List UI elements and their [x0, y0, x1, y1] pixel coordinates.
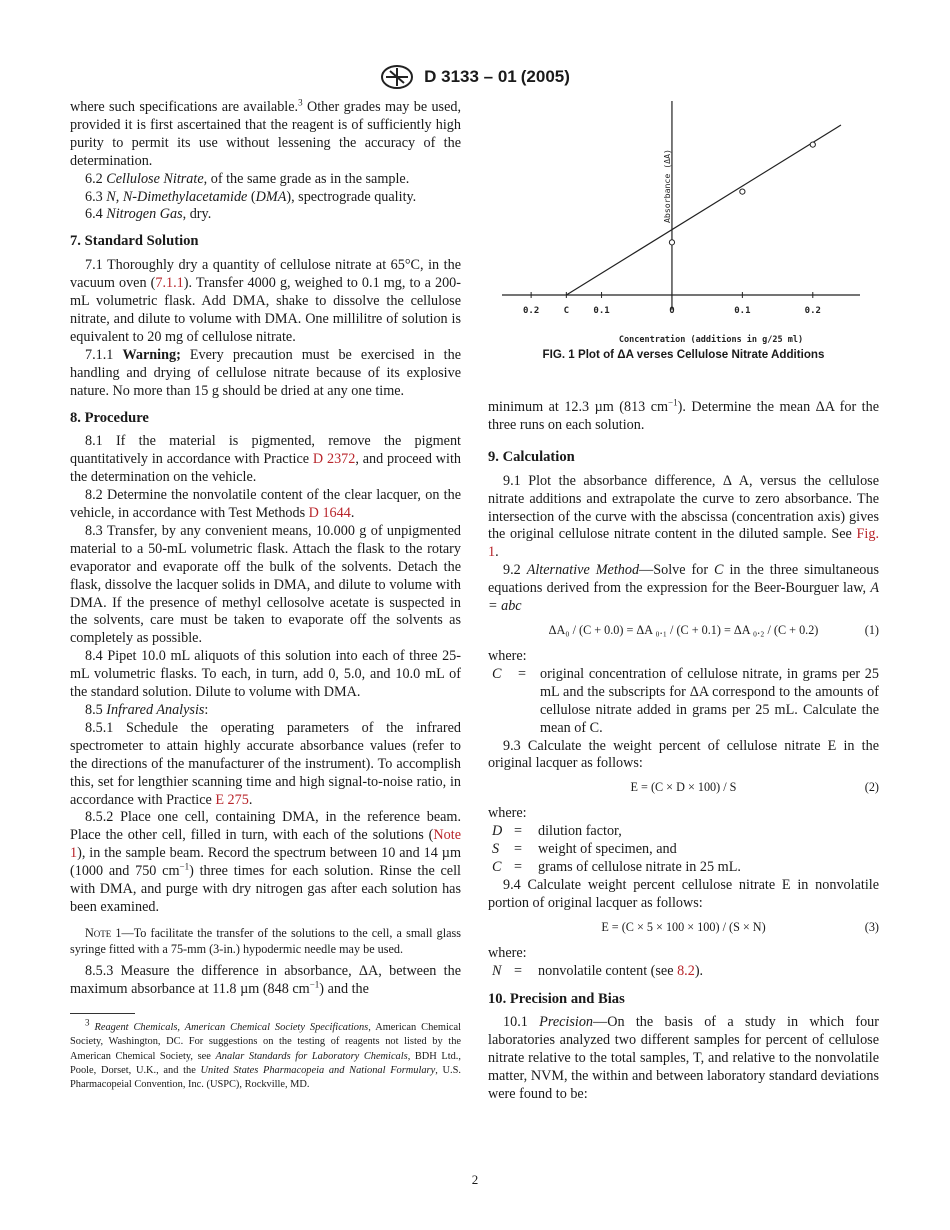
para-9-1: 9.1 Plot the absorbance difference, Δ A, versus the cellulose nitrate additions and extrapolate the curve to zero absorbance. The intersection of the curve with the abscissa (concentration axis) gives the original cellulose nitrate content in the diluted sample. See Fig. 1. [488, 472, 879, 561]
standard-designation: D 3133 – 01 [424, 67, 517, 86]
definition-item: S = weight of specimen, and [492, 841, 677, 858]
chart-tick-label: 0 [669, 306, 675, 316]
para-9-3: 9.3 Calculate the weight percent of cellulose nitrate E in the original lacquer as follows: [488, 737, 879, 772]
link-d-2372[interactable]: D 2372 [312, 451, 356, 468]
item-6-2: 6.2 Cellulose Nitrate, of the same grade as in the sample. [85, 170, 410, 187]
equation-1-number: (1) [864, 622, 879, 637]
section-7-title: 7. Standard Solution [70, 233, 199, 250]
para-8-5: 8.5 Infrared Analysis: [85, 702, 209, 718]
footnote-3: $^3$ Reagent Chemicals, American Chemical Society Specifications, American Chemical Society, Washington, DC. For suggestions on the testing of reagents not listed by the American Chemical Society, see Analar Standards for Laboratory Chemicals, BDH Ltd., Poole, Dorset, U.K., and the United States Pharmacopeia and National Formulary, U.S. Pharmacopeial Convention, Inc. (USPC), Rockville, MD. [70, 1017, 461, 1091]
where-label-3: where: [488, 944, 527, 961]
equation-3-number: (3) [864, 919, 879, 934]
para-8-2: 8.2 Determine the nonvolatile content of the clear lacquer, on the vehicle, in accordance with Test Methods D 1644. [70, 487, 461, 522]
chart-tick-label: C [563, 306, 570, 316]
section-10-title: 10. Precision and Bias [488, 990, 625, 1007]
link-d-1644[interactable]: D 1644 [308, 505, 351, 522]
para-9-4: 9.4 Calculate weight percent cellulose nitrate E in nonvolatile portion of original lacquer as follows: [488, 876, 879, 911]
para-8-5-1: 8.5.1 Schedule the operating parameters of the infrared spectrometer to attain highly accurate absorbance values (refer to the directions of the manufacturer of the instrument). To accomplish this, set for lengthier scanning time and high signal-to-noise ratio, in accordance with Practice E 275. [70, 719, 461, 808]
chart-data-point [740, 189, 745, 194]
page-number: 2 [471, 1172, 479, 1187]
astm-logo-icon [380, 64, 414, 90]
para-10-1: 10.1 Precision—On the basis of a study in which four laboratories analyzed two different samples for percent of cellulose nitrate relative to the total samples, T, and relative to the nonvolatile matter, NVM, the within and between laboratory standard deviations were found to be: [488, 1014, 879, 1103]
paragraph-8-5-3-continued: minimum at 12.3 µm (813 $cm^{-1}$). Determine the mean ΔA for the three runs on each solution. [488, 397, 879, 433]
right-column [488, 399, 879, 1104]
link-e-275[interactable]: E 275 [215, 791, 249, 808]
para-8-3: 8.3 Transfer, by any convenient means, 10.000 g of unpigmented material to a 50-mL volumetric flask. Attach the flask to the rotary evaporator and evaporate off the bulk of the solvents. Detach the flask, dissolve the lacquer solids in DMA, and dilute to volume with DMA. If the presence of methyl cellosolve acetate is suspected in the solvents, care must be taken to evaporate off the solvents as completely as possible. [70, 522, 461, 647]
item-6-4: 6.4 Nitrogen Gas, dry. [85, 206, 212, 223]
definition-item: D = dilution factor, [492, 823, 622, 840]
standard-year: (2005) [520, 67, 570, 86]
definition-n: N = nonvolatile content (see 8.2). [492, 962, 704, 979]
chart-tick-label: 0.1 [734, 306, 751, 316]
section-8-title: 8. Procedure [70, 409, 149, 426]
link-7-1-1[interactable]: 7.1.1 [155, 275, 184, 292]
para-8-5-2: 8.5.2 Place one cell, containing DMA, in the reference beam. Place the other cell, filled in turn, with each of the solutions (Note 1), in the sample beam. Record the spectrum between 10 and 14 µm (1000 and 750 $cm^{-1}$) three times for each solution. Rinse the cell with DMA, and purge with dry nitrogen gas after each solution has been examined. [70, 809, 461, 915]
chart-tick-label: 0.2 [522, 306, 540, 316]
chart-data-point [669, 240, 674, 245]
note-1: Note 1—To facilitate the transfer of the solutions to the cell, a small glass syringe fitted with a 75-mm (3-in.) hypodermic needle may be used. [70, 925, 461, 956]
section-9-title: 9. Calculation [488, 448, 575, 465]
chart-tick-label: 0.1 [593, 306, 610, 316]
para-8-1: 8.1 If the material is pigmented, remove the pigment quantitatively in accordance with Practice D 2372, and proceed with the determination on the vehicle. [70, 433, 462, 486]
figure-1-caption: FIG. 1 Plot of ΔA verses Cellulose Nitrate Additions [542, 348, 825, 361]
para-8-5-3: 8.5.3 Measure the difference in absorbance, ΔA, between the maximum absorbance at 11.8 µm (848 $cm^{-1}$) and the [70, 962, 461, 997]
para-7-1-1: 7.1.1 Warning; Every precaution must be exercised in the handling and drying of cellulose nitrate because of its explosive nature. No more than 15 g should be dried at any one time. [70, 346, 461, 399]
equation-2: E = (C × D × 100) / S (2) [488, 779, 879, 797]
equation-3: E = (C × 5 × 100 × 100) / (S × N) (3) [488, 919, 879, 937]
figure-1-chart [488, 95, 879, 350]
definitions-eq2 [488, 823, 879, 877]
definition-c: C = original concentration of cellulose nitrate, in grams per 25 mL and the subscripts for ΔA correspond to the amounts of cellulose nitrate added in grams per 25 mL. Calculate the mean of C. [492, 665, 879, 736]
equation-2-number: (2) [864, 780, 879, 795]
link-fig-1[interactable]: Fig. 1 [488, 526, 879, 561]
chart-x-label: Concentration (additions in g/25 ml) [618, 335, 804, 345]
para-8-4: 8.4 Pipet 10.0 mL aliquots of this solution into each of three 25-mL volumetric flasks. To each, in turn, add 0, 5.0, and 10.0 mL of the standard solution. Dilute to volume with DMA. [70, 648, 461, 701]
chart-tick-label: 0.2 [804, 306, 821, 316]
para-7-1: 7.1 Thoroughly dry a quantity of cellulose nitrate at 65°C, in the vacuum oven (7.1.1). Transfer 4000 g, weighed to 0.1 mg, to a 200-mL volumetric flask. Add DMA, shake to dissolve the cellulose nitrate, and dilute to volume with DMA. One millilitre of solution is equivalent to 20 mg of cellulose nitrate. [70, 257, 462, 345]
chart-data-point [810, 142, 815, 147]
paragraph-reagent-continued: where such specifications are available.$^3$ Other grades may be used, provided it is first ascertained that the reagent is of sufficiently high purity to permit its use without lessening the accuracy of the determination. [70, 97, 462, 169]
footnote-ref-3[interactable]: 3 [298, 97, 303, 108]
left-column [70, 99, 461, 999]
link-8-2[interactable]: 8.2 [677, 962, 695, 979]
where-label-2: where: [488, 805, 527, 822]
page-header [0, 64, 950, 90]
para-9-2: 9.2 Alternative Method—Solve for C in the three simultaneous equations derived from the expression for the Beer-Bourguer law, A = abc [488, 562, 879, 615]
definition-item: C = grams of cellulose nitrate in 25 mL. [492, 859, 741, 876]
link-note-1[interactable]: Note 1 [70, 827, 461, 862]
item-6-3: 6.3 N, N-Dimethylacetamide (DMA), spectrograde quality. [85, 188, 417, 205]
chart-series-line [566, 125, 841, 295]
definitions-eq3 [488, 963, 879, 981]
equation-1: ΔA₀ / (C + 0.0) = ΔA ₀.₁ / (C + 0.1) = ΔA ₀.₂ / (C + 0.2) (1) [488, 622, 879, 640]
where-label-1: where: [488, 647, 527, 664]
chart-y-label: Absorbance (ΔA) [662, 149, 672, 223]
